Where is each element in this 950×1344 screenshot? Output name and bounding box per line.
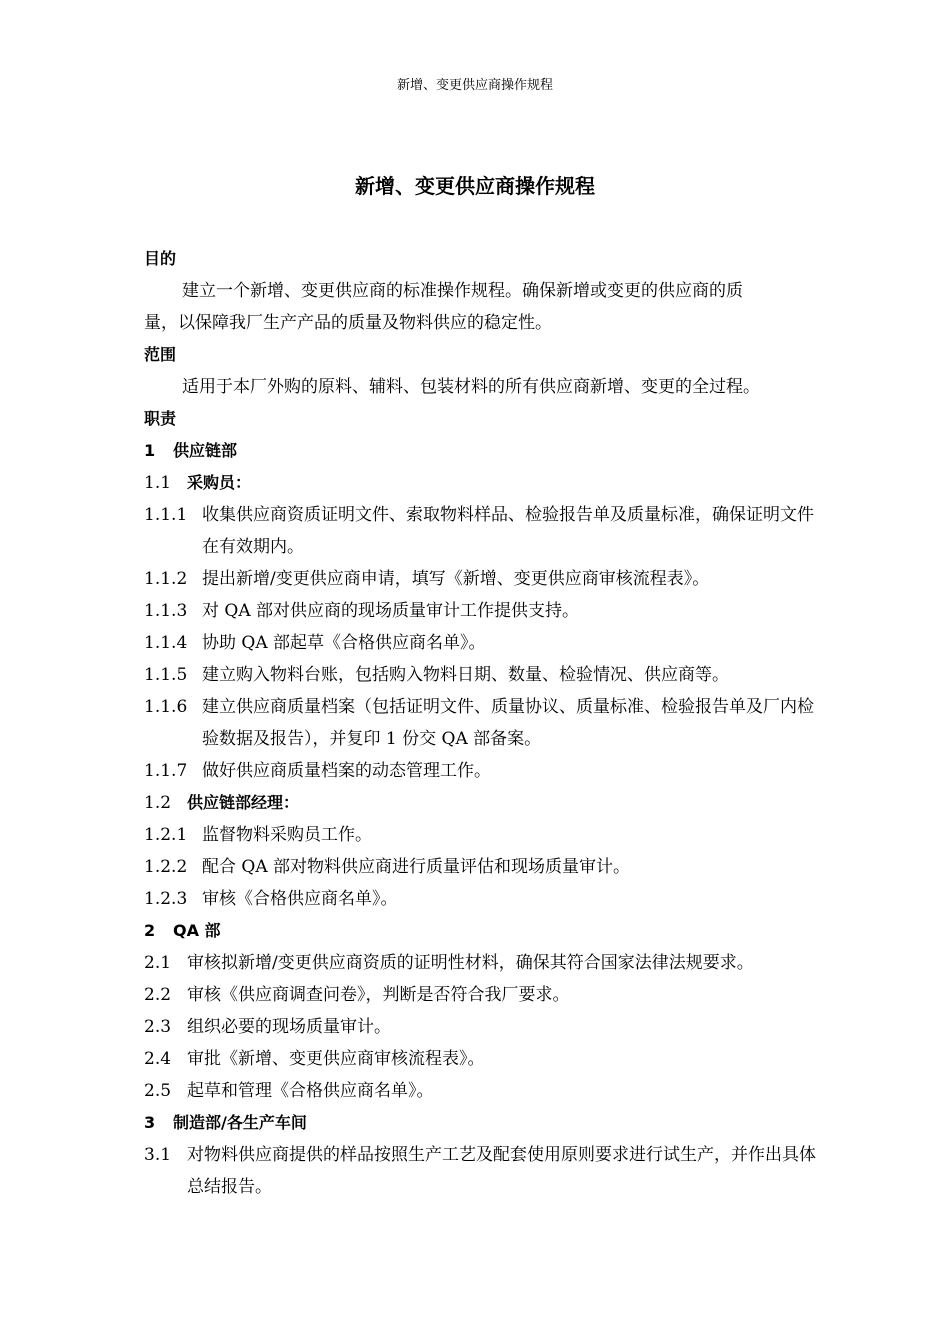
item-text: 建立供应商质量档案（包括证明文件、质量协议、质量标准、检验报告单及厂内检验数据及报告），并复印 1 份交 QA 部备案。 bbox=[202, 697, 814, 749]
purpose-heading: 目的 bbox=[144, 249, 177, 268]
section-title: QA 部 bbox=[173, 921, 221, 940]
section-number: 1 bbox=[144, 441, 156, 460]
item-number: 1.1.5 bbox=[144, 665, 188, 685]
item-text: 组织必要的现场质量审计。 bbox=[187, 1017, 391, 1037]
list-item bbox=[144, 627, 816, 659]
item-number: 1.2.2 bbox=[144, 857, 188, 877]
page-header: 新增、变更供应商操作规程 bbox=[396, 78, 553, 93]
item-text: 做好供应商质量档案的动态管理工作。 bbox=[202, 761, 491, 781]
section-1-heading bbox=[144, 435, 816, 467]
list-item bbox=[144, 851, 816, 883]
item-number: 2.3 bbox=[144, 1017, 172, 1037]
item-number: 1.1.1 bbox=[144, 505, 188, 525]
subsection-1-1 bbox=[144, 467, 816, 499]
item-number: 1.2.1 bbox=[144, 825, 188, 845]
section-number: 3 bbox=[144, 1113, 156, 1132]
item-number: 2.5 bbox=[144, 1081, 172, 1101]
item-number: 1.2.3 bbox=[144, 889, 188, 909]
item-text: 监督物料采购员工作。 bbox=[202, 825, 372, 845]
item-number: 2.1 bbox=[144, 953, 172, 973]
list-item bbox=[144, 819, 816, 851]
item-text: 提出新增/变更供应商申请，填写《新增、变更供应商审核流程表》。 bbox=[202, 569, 710, 589]
subsection-title: 采购员： bbox=[187, 473, 252, 492]
list-item bbox=[144, 1139, 816, 1203]
list-item bbox=[144, 691, 816, 755]
list-item bbox=[144, 1011, 816, 1043]
purpose-text-line-2: 量，以保障我厂生产产品的质量及物料供应的稳定性。 bbox=[144, 313, 552, 333]
item-text: 审核拟新增/变更供应商资质的证明性材料，确保其符合国家法律法规要求。 bbox=[187, 953, 754, 973]
item-number: 1.1.7 bbox=[144, 761, 188, 781]
item-text: 审核《合格供应商名单》。 bbox=[202, 889, 398, 909]
list-item bbox=[144, 979, 816, 1011]
item-number: 2.4 bbox=[144, 1049, 172, 1069]
item-number: 1.1.3 bbox=[144, 601, 188, 621]
item-number: 1.1.6 bbox=[144, 697, 188, 717]
list-item bbox=[144, 883, 816, 915]
item-text: 协助 QA 部起草《合格供应商名单》。 bbox=[202, 633, 486, 653]
page-title: 新增、变更供应商操作规程 bbox=[355, 174, 595, 198]
duties-heading: 职责 bbox=[144, 409, 177, 428]
item-text: 对 QA 部对供应商的现场质量审计工作提供支持。 bbox=[202, 601, 580, 621]
item-text: 配合 QA 部对物料供应商进行质量评估和现场质量审计。 bbox=[202, 857, 631, 877]
section-3-heading bbox=[144, 1107, 816, 1139]
subsection-number: 1.2 bbox=[144, 793, 172, 813]
subsection-1-2 bbox=[144, 787, 816, 819]
item-number: 2.2 bbox=[144, 985, 172, 1005]
scope-text: 适用于本厂外购的原料、辅料、包装材料的所有供应商新增、变更的全过程。 bbox=[182, 377, 760, 397]
list-item bbox=[144, 1043, 816, 1075]
document-body bbox=[144, 243, 816, 1203]
purpose-text-line-1: 建立一个新增、变更供应商的标准操作规程。确保新增或变更的供应商的质 bbox=[182, 281, 743, 301]
list-item bbox=[144, 1075, 816, 1107]
item-number: 3.1 bbox=[144, 1145, 172, 1165]
subsection-title: 供应链部经理： bbox=[187, 793, 300, 812]
item-text: 收集供应商资质证明文件、索取物料样品、检验报告单及质量标准，确保证明文件在有效期内。 bbox=[202, 505, 814, 557]
list-item bbox=[144, 499, 816, 563]
list-item bbox=[144, 659, 816, 691]
subsection-number: 1.1 bbox=[144, 473, 172, 493]
list-item bbox=[144, 755, 816, 787]
item-text: 对物料供应商提供的样品按照生产工艺及配套使用原则要求进行试生产，并作出具体总结报告。 bbox=[187, 1145, 816, 1197]
section-number: 2 bbox=[144, 921, 156, 940]
section-title: 供应链部 bbox=[173, 441, 238, 460]
section-title: 制造部/各生产车间 bbox=[173, 1113, 307, 1132]
item-number: 1.1.4 bbox=[144, 633, 188, 653]
section-2-heading bbox=[144, 915, 816, 947]
item-text: 建立购入物料台账，包括购入物料日期、数量、检验情况、供应商等。 bbox=[202, 665, 729, 685]
list-item bbox=[144, 947, 816, 979]
item-number: 1.1.2 bbox=[144, 569, 188, 589]
list-item bbox=[144, 595, 816, 627]
item-text: 起草和管理《合格供应商名单》。 bbox=[187, 1081, 434, 1101]
list-item bbox=[144, 563, 816, 595]
item-text: 审批《新增、变更供应商审核流程表》。 bbox=[187, 1049, 485, 1069]
scope-heading: 范围 bbox=[144, 345, 177, 364]
item-text: 审核《供应商调查问卷》，判断是否符合我厂要求。 bbox=[187, 985, 570, 1005]
